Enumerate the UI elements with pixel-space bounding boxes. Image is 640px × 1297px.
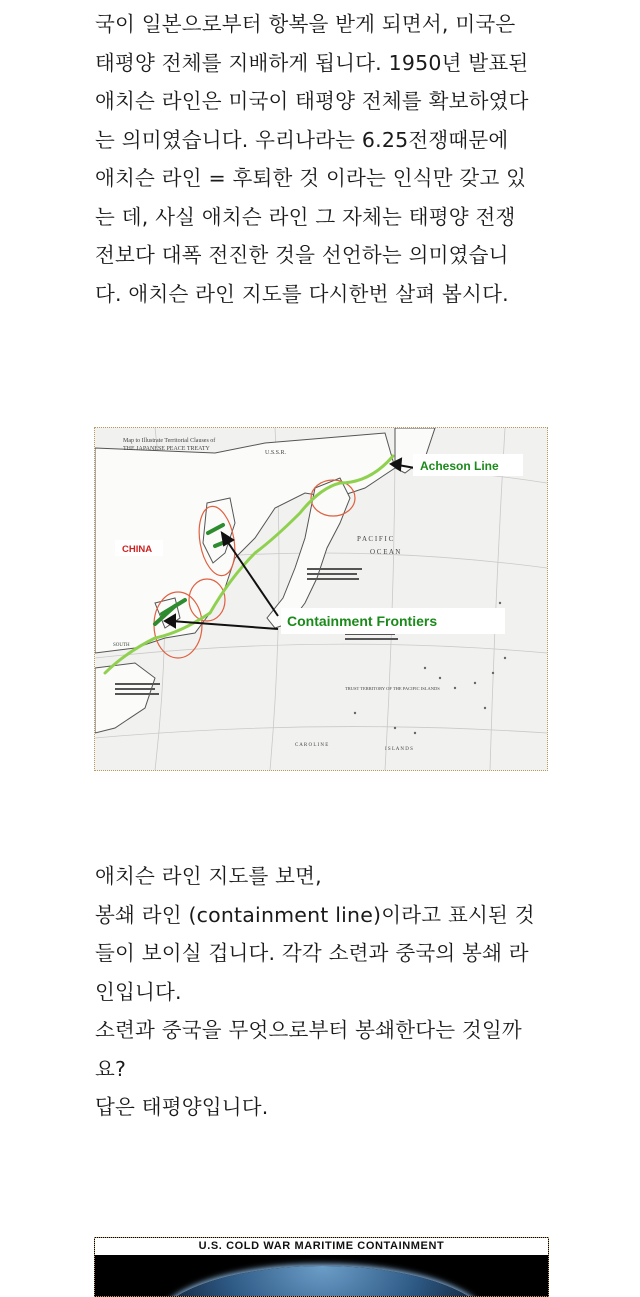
text-line: 태평양 전체를 지배하게 됩니다. 1950년 발표된 [95, 50, 529, 75]
acheson-line-label: Acheson Line [420, 459, 499, 473]
map-label-ussr: U.S.S.R. [265, 450, 287, 456]
map-label-islands: I S L A N D S [385, 747, 413, 752]
text-line: 인입니다. [95, 979, 182, 1004]
maritime-containment-image[interactable] [94, 1237, 549, 1297]
text-line: 봉쇄 라인 (containment line)이라고 표시된 것 [95, 902, 535, 927]
map-image [95, 428, 547, 770]
text-line: 국이 일본으로부터 항복을 받게 되면서, 미국은 [95, 12, 516, 36]
text-line: 는 의미였습니다. 우리나라는 6.25전쟁때문에 [95, 127, 509, 152]
acheson-line-map[interactable] [94, 427, 548, 771]
text-line: 다. 애치슨 라인 지도를 다시한번 살펴 봅시다. [95, 281, 509, 306]
text-line: 애치슨 라인은 미국이 태평양 전체를 확보하였다 [95, 89, 529, 113]
maritime-containment-title: U.S. COLD WAR MARITIME CONTAINMENT [95, 1238, 548, 1255]
text-line: 전보다 대폭 전진한 것을 선언하는 의미였습니 [95, 243, 509, 267]
map-title-line2: THE JAPANESE PEACE TREATY [123, 446, 210, 452]
text-line: 요? [95, 1056, 127, 1081]
article-paragraph-2 [95, 857, 555, 1127]
map-label-pacific: P A C I F I C [357, 535, 394, 543]
earth-globe-image [155, 1266, 490, 1297]
text-line: 들이 보이실 겁니다. 각각 소련과 중국의 봉쇄 라 [95, 941, 529, 965]
china-label: CHINA [122, 544, 153, 555]
text-line: 는 데, 사실 애치슨 라인 그 자체는 태평양 전쟁 [95, 204, 516, 229]
map-label-caroline: C A R O L I N E [295, 743, 329, 748]
map-label-south: SOUTH [113, 643, 130, 648]
text-line: 소련과 중국을 무엇으로부터 봉쇄한다는 것일까 [95, 1018, 522, 1042]
article-paragraph-1 [95, 5, 555, 313]
map-label-trust: TRUST TERRITORY OF THE PACIFIC ISLANDS [345, 686, 440, 691]
text-line: 애치슨 라인 지도를 보면, [95, 864, 322, 888]
text-line: 애치슨 라인 = 후퇴한 것 이라는 인식만 갖고 있 [95, 166, 527, 190]
text-line: 답은 태평양입니다. [95, 1095, 269, 1119]
map-title-line1: Map to Illustrate Territorial Clauses of [123, 438, 216, 444]
containment-frontiers-label: Containment Frontiers [287, 613, 438, 629]
map-label-ocean: O C E A N [370, 548, 401, 556]
